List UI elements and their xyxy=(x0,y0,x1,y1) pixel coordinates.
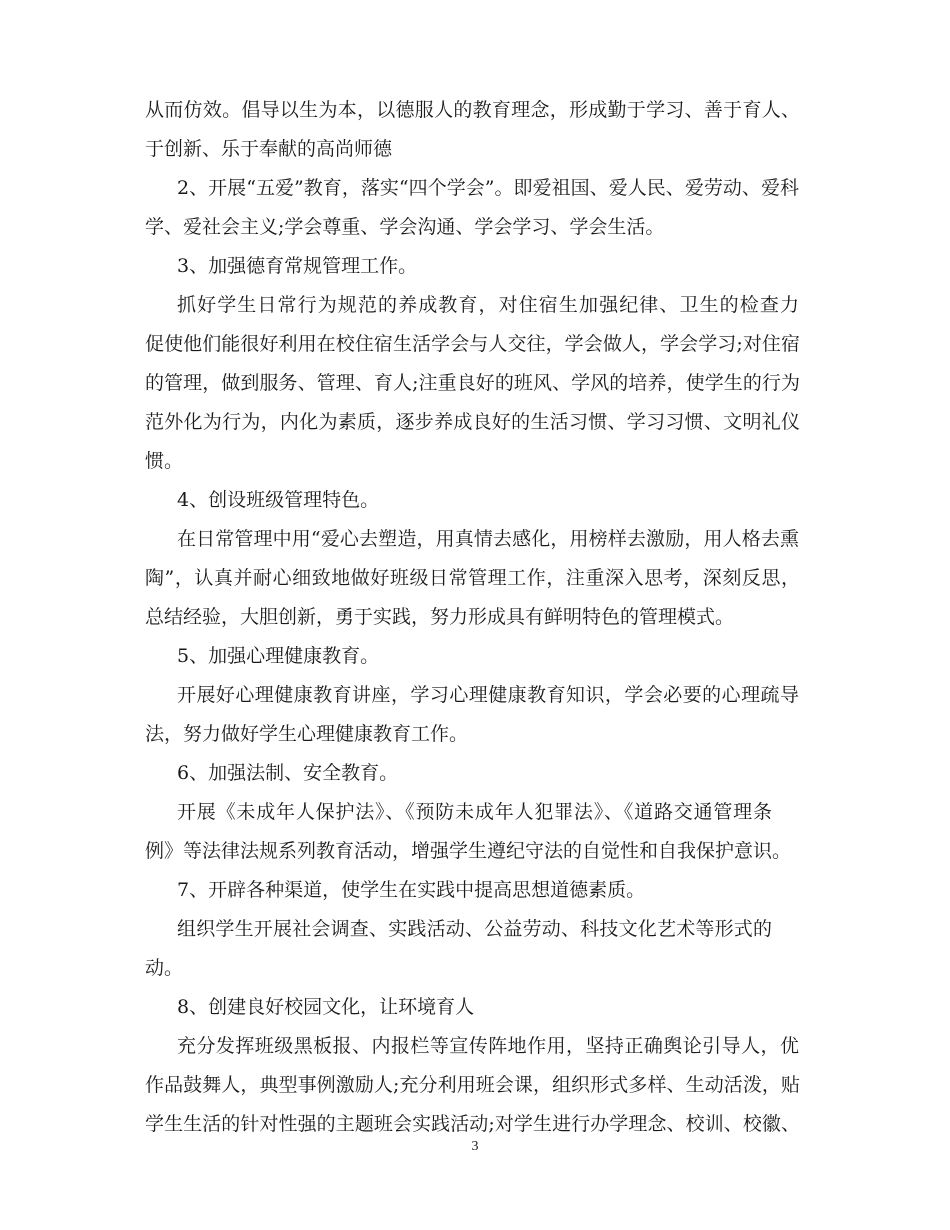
text-line: 学、爱社会主义;学会尊重、学会沟通、学会学习、学会生活。 xyxy=(145,216,665,238)
text-line: 动。 xyxy=(145,957,184,979)
text-line: 法，努力做好学生心理健康教育工作。 xyxy=(145,723,469,745)
text-line: 在日常管理中用“爱心去塑造，用真情去感化，用榜样去激励，用人格去熏 xyxy=(177,528,799,550)
text-line: 充分发挥班级黑板报、内报栏等宣传阵地作用，坚持正确舆论引导人，优 xyxy=(177,1035,799,1057)
text-line: 陶”，认真并耐心细致地做好班级日常管理工作，注重深入思考，深刻反思， xyxy=(145,567,800,589)
text-line: 从而仿效。倡导以生为本，以德服人的教育理念，形成勤于学习、善于育人、 xyxy=(145,99,800,121)
text-line: 惯。 xyxy=(145,450,184,472)
text-line: 3、加强德育常规管理工作。 xyxy=(177,255,418,277)
text-line: 抓好学生日常行为规范的养成教育，对住宿生加强纪律、卫生的检查力 xyxy=(177,294,799,316)
text-line: 于创新、乐于奉献的高尚师德 xyxy=(145,138,393,160)
text-line: 的管理，做到服务、管理、育人;注重良好的班风、学风的培养，使学生的行为 xyxy=(145,372,800,394)
text-line: 7、开辟各种渠道，使学生在实践中提高思想道德素质。 xyxy=(177,879,646,901)
text-line: 4、创设班级管理特色。 xyxy=(177,489,380,511)
text-line: 范外化为行为，内化为素质，逐步养成良好的生活习惯、学习习惯、文明礼仪 xyxy=(145,411,800,433)
text-line: 开展《未成年人保护法》、《预防未成年人犯罪法》、《道路交通管理条 xyxy=(177,801,772,823)
text-line: 6、加强法制、安全教育。 xyxy=(177,762,399,784)
text-line: 总结经验，大胆创新，勇于实践，努力形成具有鲜明特色的管理模式。 xyxy=(145,606,735,628)
text-line: 开展好心理健康教育讲座，学习心理健康教育知识，学会必要的心理疏导 xyxy=(177,684,799,706)
text-line: 组织学生开展社会调查、实践活动、公益劳动、科技文化艺术等形式的 xyxy=(177,918,772,940)
page-number: 3 xyxy=(471,1139,479,1154)
text-line: 5、加强心理健康教育。 xyxy=(177,645,380,667)
text-line: 学生生活的针对性强的主题班会实践活动;对学生进行办学理念、校训、校徽、 xyxy=(145,1113,800,1135)
text-line: 例》等法律法规系列教育活动，增强学生遵纪守法的自觉性和自我保护意识。 xyxy=(145,840,792,862)
text-line: 促使他们能很好利用在校住宿生活学会与人交往，学会做人，学会学习;对住宿 xyxy=(145,333,800,355)
text-line: 2、开展“五爱”教育，落实“四个学会”。即爱祖国、爱人民、爱劳动、爱科 xyxy=(177,177,799,199)
text-line: 8、创建良好校园文化，让环境育人 xyxy=(177,996,475,1018)
text-line: 作品鼓舞人，典型事例激励人;充分利用班会课，组织形式多样、生动活泼，贴 xyxy=(145,1074,800,1096)
